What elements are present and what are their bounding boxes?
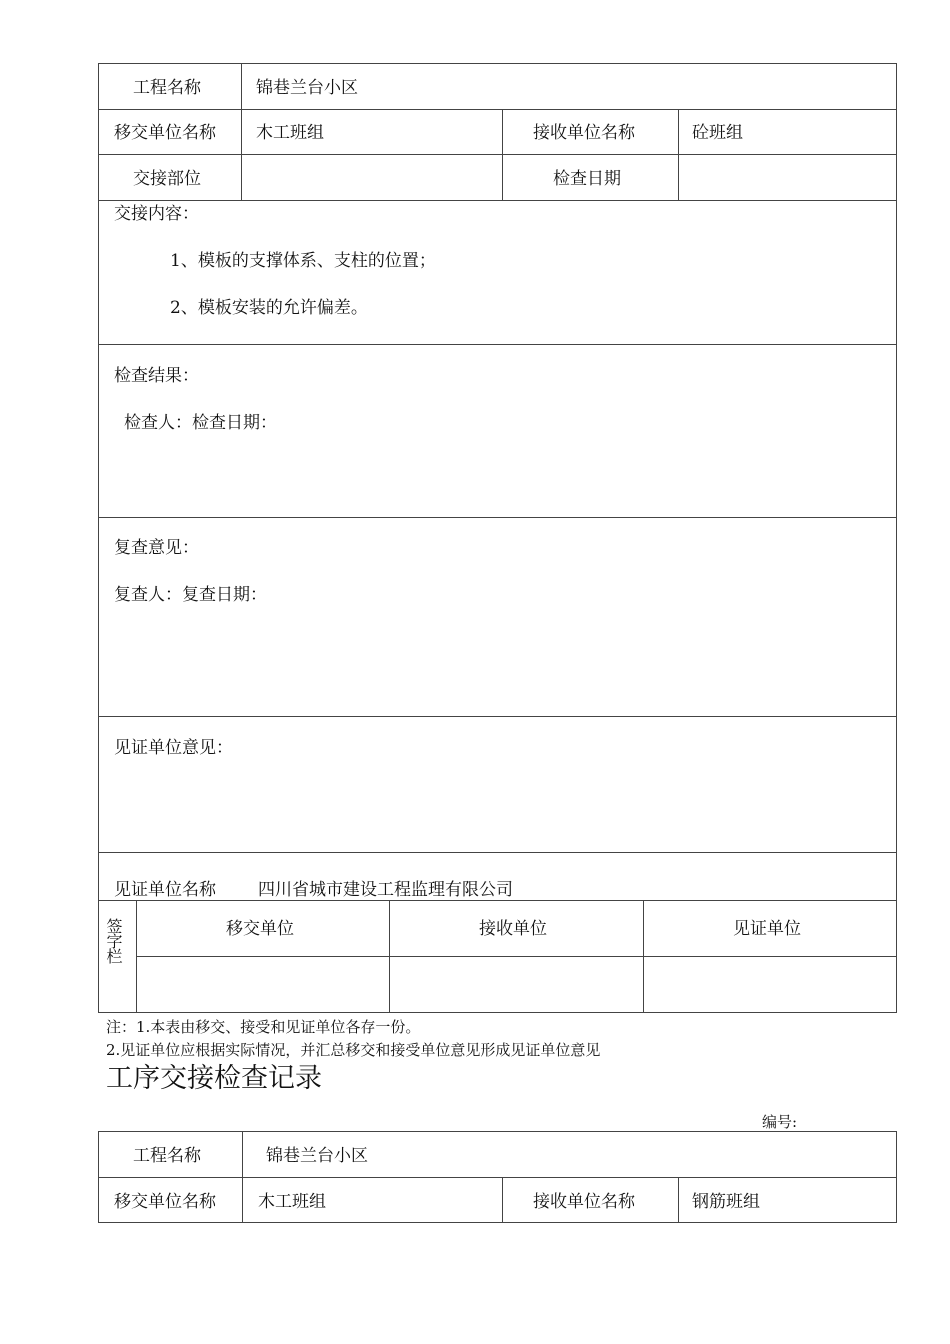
sig-header-witness: 见证单位	[733, 919, 801, 939]
sig-header-transfer: 移交单位	[226, 919, 294, 939]
transfer-unit-value: 木工班组	[256, 123, 324, 143]
note-2: 2.见证单位应根据实际情况，并汇总移交和接受单位意见形成见证单位意见	[106, 1041, 601, 1059]
form2-project-name-value: 锦巷兰台小区	[266, 1146, 368, 1166]
review-label: 复查意见：	[114, 538, 199, 558]
result-label: 检查结果：	[114, 366, 199, 386]
sig-header-receive: 接收单位	[479, 919, 547, 939]
inspector-line: 检查人：检查日期：	[124, 413, 277, 433]
transfer-unit-label: 移交单位名称	[114, 123, 216, 143]
content-item: 2、模板安装的允许偏差。	[170, 298, 368, 318]
signature-label: 签字栏	[104, 918, 123, 963]
form2-project-name-label: 工程名称	[133, 1146, 201, 1166]
project-name-value: 锦巷兰台小区	[256, 78, 358, 98]
receive-unit-label: 接收单位名称	[533, 123, 635, 143]
witness-name-label: 见证单位名称	[114, 880, 216, 900]
content-label: 交接内容：	[114, 204, 199, 224]
witness-name-value: 四川省城市建设工程监理有限公司	[258, 880, 513, 900]
form2-receive-unit-value: 钢筋班组	[692, 1192, 760, 1212]
number-label: 编号:	[762, 1113, 798, 1131]
content-item: 1、模板的支撑体系、支柱的位置；	[170, 251, 436, 271]
form2-transfer-unit-value: 木工班组	[258, 1192, 326, 1212]
form2-transfer-unit-label: 移交单位名称	[114, 1192, 216, 1212]
form-title: 工序交接检查记录	[106, 1063, 322, 1094]
reviewer-line: 复查人：复查日期：	[114, 585, 267, 605]
inspection-date-label: 检查日期	[553, 169, 621, 189]
handover-part-label: 交接部位	[133, 169, 201, 189]
form2-receive-unit-label: 接收单位名称	[533, 1192, 635, 1212]
note-1: 注：1.本表由移交、接受和见证单位各存一份。	[106, 1018, 421, 1036]
witness-opinion-label: 见证单位意见：	[114, 738, 233, 758]
receive-unit-value: 砼班组	[692, 123, 743, 143]
project-name-label: 工程名称	[133, 78, 201, 98]
